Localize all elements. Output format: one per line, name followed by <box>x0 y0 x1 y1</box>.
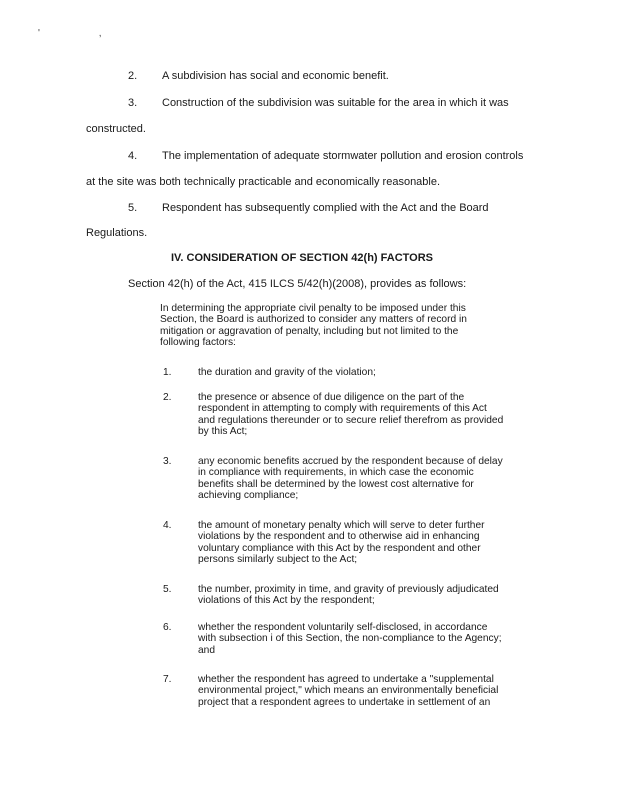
section-heading: IV. CONSIDERATION OF SECTION 42(h) FACTORS <box>171 252 433 264</box>
factor-text <box>198 367 376 378</box>
factor-number: 4. <box>163 520 172 531</box>
factor-number: 6. <box>163 622 172 633</box>
paragraph-number: 3. <box>128 97 138 109</box>
factor-line: in compliance with requirements, in which case the economic <box>198 467 474 479</box>
quote-line: following factors: <box>160 337 236 349</box>
section-intro: Section 42(h) of the Act, 415 ILCS 5/42(h)(2008), provides as follows: <box>128 278 467 290</box>
paragraph-text: The implementation of adequate stormwater pollution and erosion controls <box>162 150 524 162</box>
factor-line: achieving compliance; <box>198 490 299 502</box>
factor-line: the amount of monetary penalty which will serve to deter further <box>198 520 485 531</box>
factor-line: whether the respondent has agreed to undertake a "supplemental <box>198 674 494 685</box>
factor-line: voluntary compliance with this Act by the respondent and other <box>198 542 481 554</box>
factor-line: benefits shall be determined by the lowest cost alternative for <box>198 478 474 490</box>
factor-line: persons similarly subject to the Act; <box>198 554 358 566</box>
factor-line: project that a respondent agrees to undertake in settlement of an <box>198 696 491 708</box>
paragraph-text: constructed. <box>86 123 146 135</box>
factor-text <box>198 456 503 502</box>
factor-line: any economic benefits accrued by the respondent because of delay <box>198 456 503 467</box>
factor-text <box>198 392 503 438</box>
factor-number: 1. <box>163 367 172 378</box>
paragraph-text: Construction of the subdivision was suitable for the area in which it was <box>162 97 509 109</box>
factor-number: 5. <box>163 584 172 595</box>
factor-line: violations by the respondent and to otherwise aid in enhancing <box>198 531 480 543</box>
paragraph-number: 2. <box>128 70 138 82</box>
factor-line: the number, proximity in time, and gravity of previously adjudicated <box>198 584 499 595</box>
quote-line: mitigation or aggravation of penalty, including but not limited to the <box>160 325 459 337</box>
paragraph-text: at the site was both technically practicable and economically reasonable. <box>86 176 441 188</box>
factor-line: violations of this Act by the respondent; <box>198 595 375 607</box>
factor-number: 3. <box>163 456 172 467</box>
factor-line: with subsection i of this Section, the non-compliance to the Agency; <box>198 633 502 645</box>
paragraph-number: 4. <box>128 150 138 162</box>
paragraph-text: A subdivision has social and economic benefit. <box>162 70 389 82</box>
factor-number: 7. <box>163 674 172 685</box>
factor-line: the duration and gravity of the violation; <box>198 367 376 378</box>
paragraph-number: 5. <box>128 202 138 214</box>
block-quote <box>160 303 467 349</box>
factor-text <box>198 674 498 708</box>
factor-text <box>198 584 499 607</box>
factor-line: whether the respondent voluntarily self-disclosed, in accordance <box>198 622 488 633</box>
paragraph-text: Regulations. <box>86 227 148 239</box>
factor-number: 2. <box>163 392 172 403</box>
factor-line: respondent in attempting to comply with requirements of this Act <box>198 403 487 415</box>
factor-line: and <box>198 644 215 656</box>
factor-line: and regulations thereunder or to secure relief therefrom as provided <box>198 414 504 426</box>
factor-text <box>198 520 485 566</box>
paragraph-text: Respondent has subsequently complied with the Act and the Board <box>162 202 489 214</box>
factor-line: environmental project," which means an environmentally beneficial <box>198 685 499 697</box>
quote-line: Section, the Board is authorized to consider any matters of record in <box>160 314 467 326</box>
factor-text <box>198 622 502 656</box>
factor-line: the presence or absence of due diligence on the part of the <box>198 392 465 403</box>
factor-line: by this Act; <box>198 426 248 438</box>
scan-marks: ' , <box>38 28 130 39</box>
quote-line: In determining the appropriate civil penalty to be imposed under this <box>160 303 466 314</box>
